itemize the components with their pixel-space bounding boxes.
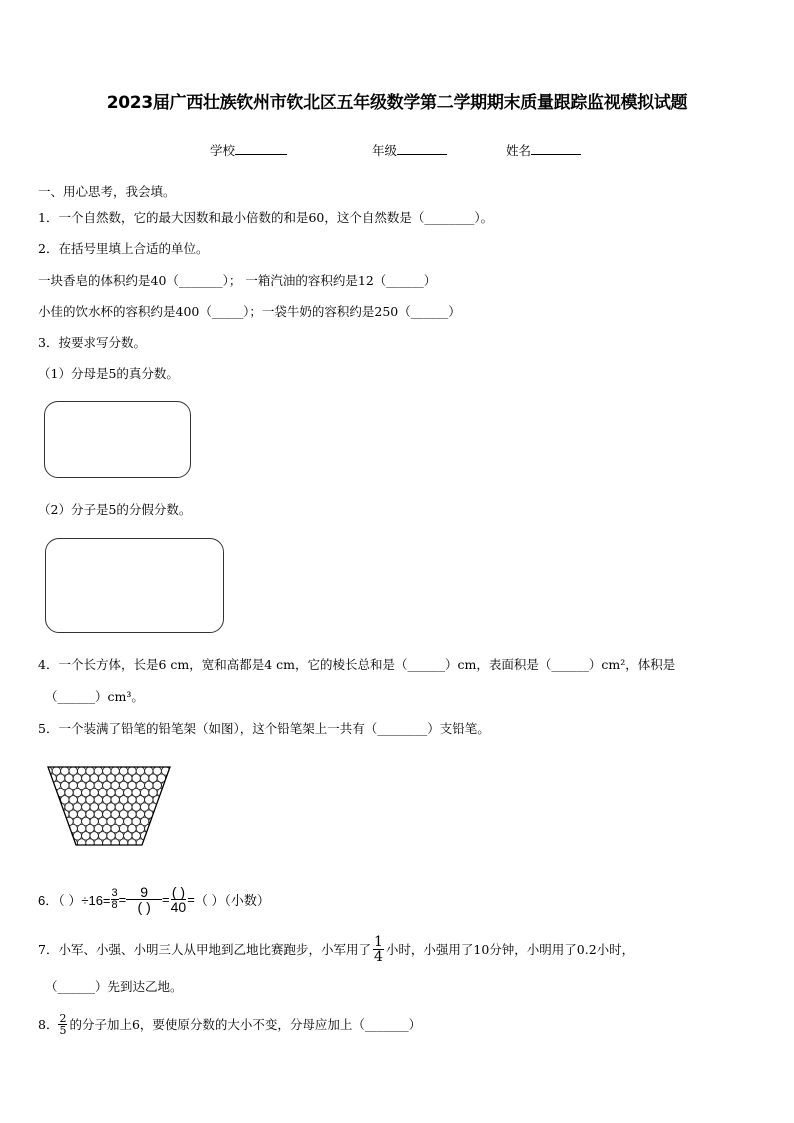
pencil-circle: [52, 824, 60, 832]
equals-sign-1: =: [118, 891, 127, 907]
fraction-9-blank: $\frac{9}{( )}$: [126, 885, 162, 914]
question-8-text: 的分子加上6，要使原分数的大小不变，分母应加上（_______）: [69, 1017, 422, 1032]
question-3: 3．按要求写分数。: [38, 335, 146, 350]
fraction-1-4: $\frac{1}{4}$: [373, 933, 383, 965]
question-8-prefix: 8．: [38, 1017, 59, 1032]
pencil-circle: [166, 788, 172, 796]
question-6-prefix: 6．（ ）÷16=: [38, 892, 111, 908]
fraction-blank-40: $\frac{( )}{40}$: [170, 883, 187, 915]
pencil-circle: [153, 839, 161, 847]
pencil-circle: [61, 824, 69, 832]
pencil-circle: [46, 781, 52, 789]
pencil-circle: [48, 788, 56, 796]
section-heading: 一、用心思考，我会填。: [38, 184, 176, 199]
question-2-line-1: 一块香皂的体积约是40（_______）； 一箱汽油的容积约是12（______）: [38, 273, 437, 288]
pencil-circle: [77, 839, 85, 847]
question-4-line-1: 4．一个长方体，长是6 cm，宽和高都是4 cm，它的棱长总和是（______）cm，表面积是（______）cm²，体积是: [38, 657, 676, 672]
pencil-circle: [69, 839, 77, 847]
pencil-circle: [56, 832, 64, 840]
pencil-circle: [161, 824, 169, 832]
pencil-circle: [46, 824, 52, 832]
pencil-circle: [153, 824, 161, 832]
question-8: [38, 1009, 421, 1039]
equals-sign-3: =: [187, 891, 195, 907]
pencil-circle: [56, 817, 64, 825]
pencil-circle: [52, 810, 60, 818]
pencil-circle: [166, 817, 172, 825]
pencil-circle: [166, 803, 172, 811]
question-6: [38, 877, 270, 921]
pencil-circle: [48, 803, 56, 811]
pencil-circle: [48, 817, 56, 825]
answer-box-1[interactable]: [44, 401, 191, 478]
question-7-line-2: （______）先到达乙地。: [45, 979, 183, 994]
pencil-circle: [161, 810, 169, 818]
pencil-circle: [161, 839, 169, 847]
school-label: 学校: [210, 143, 236, 158]
question-4-line-2: （______）cm³。: [45, 689, 144, 704]
question-7-part-2: 小时，小强用了10分钟，小明用了0.2小时，: [385, 942, 635, 957]
pencil-holder-figure: [46, 765, 172, 847]
fraction-2-5: $\frac{2}{5}$: [59, 1011, 67, 1037]
pencil-circle: [157, 817, 165, 825]
pencil-circle: [46, 796, 52, 804]
question-7: [38, 930, 634, 968]
pencil-circle: [157, 832, 165, 840]
pencil-circle: [161, 796, 169, 804]
question-7-part-1: 7．小军、小强、小明三人从甲地到乙地比赛跑步，小军用了: [38, 942, 371, 957]
page-title: 2023届广西壮族钦州市钦北区五年级数学第二学期期末质量跟踪监视模拟试题: [106, 93, 688, 113]
pencil-circle: [145, 839, 153, 847]
question-2: 2．在括号里填上合适的单位。: [38, 241, 209, 256]
question-6-suffix: （ ）（小数）: [194, 892, 270, 908]
pencil-circle: [48, 832, 56, 840]
pencil-circle: [103, 839, 111, 847]
grade-label: 年级: [372, 143, 398, 158]
question-3-sub-2: （2）分子是5的分假分数。: [38, 502, 192, 517]
school-field[interactable]: [210, 141, 287, 159]
pencil-circle: [128, 839, 136, 847]
pencil-circle: [46, 810, 52, 818]
fraction-3-8: $\frac{3}{8}$: [111, 886, 118, 911]
equals-sign-2: =: [162, 891, 170, 907]
pencil-circle: [61, 839, 69, 847]
pencil-circle: [119, 839, 127, 847]
pencil-circle: [111, 839, 119, 847]
grade-field[interactable]: [372, 141, 447, 159]
pencil-circle: [157, 803, 165, 811]
question-1: 1．一个自然数，它的最大因数和最小倍数的和是60，这个自然数是（________）。: [38, 210, 494, 225]
pencil-circle: [149, 832, 157, 840]
question-5: 5．一个装满了铅笔的铅笔架（如图），这个铅笔架上一共有（________）支铅笔。: [38, 721, 490, 736]
pencil-circle: [166, 832, 172, 840]
pencil-circle: [52, 839, 60, 847]
pencil-circle: [86, 839, 94, 847]
question-3-sub-1: （1）分母是5的真分数。: [38, 366, 179, 381]
question-2-line-2: 小佳的饮水杯的容积约是400（_____）；一袋牛奶的容积约是250（______）: [38, 304, 461, 319]
answer-box-2[interactable]: [45, 538, 224, 633]
pencil-circle: [94, 839, 102, 847]
name-label: 姓名: [506, 143, 532, 158]
name-field[interactable]: [506, 141, 581, 159]
pencil-circle: [46, 839, 52, 847]
